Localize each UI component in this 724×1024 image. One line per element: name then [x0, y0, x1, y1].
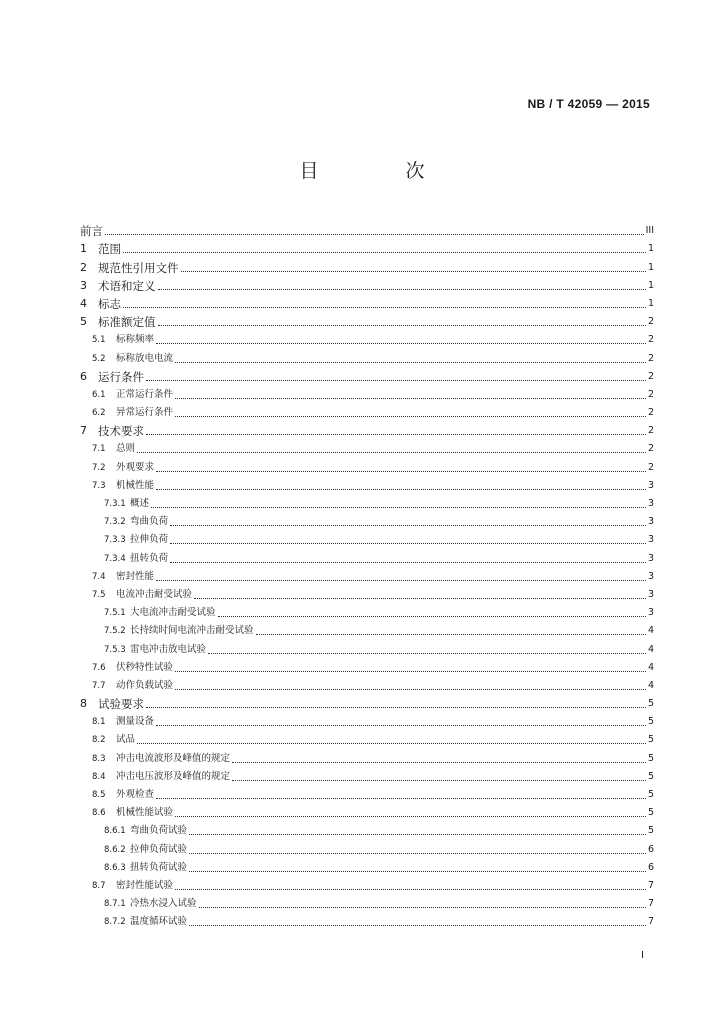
- toc-entry-label: 密封性能: [116, 570, 155, 582]
- toc-entry-label: 标称频率: [116, 334, 155, 346]
- toc-entry-label: 冲击电压波形及峰值的规定: [116, 770, 231, 782]
- toc-entry-number: 5.1: [92, 335, 106, 346]
- toc-entry-page: 3: [647, 479, 654, 491]
- toc-entry-number: 7.5.2: [104, 626, 126, 637]
- dot-leader: [146, 380, 646, 381]
- toc-entry[interactable]: [80, 911, 654, 929]
- toc-entry-number: 7.3.2: [104, 517, 126, 528]
- toc-entry[interactable]: [80, 493, 654, 511]
- toc-entry[interactable]: [80, 784, 654, 802]
- toc-entry-page: 7: [647, 879, 654, 891]
- toc-entry-page: 2: [647, 370, 654, 382]
- dot-leader: [175, 889, 646, 890]
- toc-entry[interactable]: [80, 638, 654, 656]
- dot-leader: [175, 416, 646, 417]
- toc-entry-page: 5: [647, 807, 654, 819]
- toc-entry-number: 7.3: [92, 480, 106, 491]
- toc-entry-page: 6: [647, 861, 654, 873]
- toc-entry-number: 8.7.1: [104, 899, 126, 910]
- dot-leader: [175, 671, 646, 672]
- toc-entry-page: 2: [647, 316, 654, 328]
- toc-entry-label: 技术要求: [98, 424, 144, 439]
- toc-entry-page: 1: [647, 279, 654, 291]
- toc-entry-label: 总则: [116, 443, 136, 455]
- toc-entry[interactable]: [80, 766, 654, 784]
- toc-entry[interactable]: [80, 875, 654, 893]
- toc-entry-page: 2: [647, 334, 654, 346]
- toc-entry[interactable]: [80, 529, 654, 547]
- toc-entry[interactable]: [80, 220, 654, 238]
- toc-entry-page: 2: [647, 461, 654, 473]
- toc-entry-page: 4: [647, 661, 654, 673]
- toc-entry[interactable]: [80, 293, 654, 311]
- toc-entry[interactable]: [80, 420, 654, 438]
- toc-entry-label: 异常运行条件: [116, 407, 174, 419]
- dot-leader: [189, 853, 646, 854]
- dot-leader: [151, 507, 646, 508]
- dot-leader: [158, 289, 646, 290]
- dot-leader: [156, 471, 646, 472]
- toc-entry-number: 6.1: [92, 389, 106, 400]
- toc-entry-number: 1: [80, 242, 87, 256]
- dot-leader: [170, 525, 646, 526]
- toc-entry[interactable]: [80, 820, 654, 838]
- dot-leader: [175, 362, 646, 363]
- dot-leader: [137, 743, 646, 744]
- toc-entry-label: 伏秒特性试验: [116, 661, 174, 673]
- toc-entry[interactable]: [80, 584, 654, 602]
- toc-entry-label: 运行条件: [98, 369, 144, 384]
- toc-entry-number: 8.4: [92, 771, 106, 782]
- toc-entry-label: 密封性能试验: [116, 879, 174, 891]
- dot-leader: [105, 234, 644, 235]
- toc-entry-page: 3: [647, 498, 654, 509]
- dot-leader: [199, 907, 646, 908]
- toc-entry-number: 5.2: [92, 353, 106, 364]
- toc-entry-label: 正常运行条件: [116, 388, 174, 400]
- toc-entry-label: 外观检查: [116, 789, 155, 800]
- toc-entry-number: 3: [80, 278, 87, 292]
- dot-leader: [175, 398, 646, 399]
- toc-entry-page: 5: [647, 770, 654, 782]
- dot-leader: [189, 834, 646, 835]
- toc-entry-page: 3: [647, 516, 654, 528]
- toc-entry-number: 8.7: [92, 880, 106, 891]
- toc-entry-number: 8.6.1: [104, 826, 126, 837]
- toc-entry-label: 弯曲负荷: [130, 516, 169, 528]
- toc-entry-label: 标志: [98, 296, 121, 311]
- toc-entry-number: 6: [80, 369, 87, 383]
- toc-entry[interactable]: [80, 456, 654, 474]
- toc-entry[interactable]: [80, 711, 654, 729]
- dot-leader: [256, 634, 646, 635]
- toc-entry-number: 8: [80, 697, 87, 711]
- toc-entry[interactable]: [80, 275, 654, 293]
- toc-entry[interactable]: [80, 566, 654, 584]
- toc-entry-number: 8.6.3: [104, 862, 126, 873]
- toc-entry-page: III: [645, 225, 654, 237]
- toc-entry-number: 7: [80, 424, 87, 438]
- dot-leader: [170, 543, 646, 544]
- toc-entry-label: 雷电冲击放电试验: [130, 643, 207, 655]
- toc-entry-label: 术语和定义: [98, 278, 156, 293]
- dot-leader: [146, 434, 646, 435]
- toc-entry[interactable]: [80, 238, 654, 256]
- toc-entry-number: 7.2: [92, 462, 106, 473]
- toc-entry-page: 3: [647, 534, 654, 546]
- toc-entry[interactable]: [80, 511, 654, 529]
- toc-entry[interactable]: [80, 384, 654, 402]
- toc-entry-page: 5: [647, 825, 654, 837]
- toc-entry-page: 2: [647, 443, 654, 455]
- toc-entry[interactable]: [80, 438, 654, 456]
- toc-entry-label: 冲击电流波形及峰值的规定: [116, 752, 231, 764]
- toc-entry-number: 7.5.1: [104, 608, 126, 619]
- dot-leader: [208, 653, 646, 654]
- toc-entry-label: 机械性能试验: [116, 807, 174, 819]
- toc-entry-page: 2: [647, 388, 654, 400]
- toc-entry[interactable]: [80, 729, 654, 747]
- toc-entry-page: 3: [647, 570, 654, 582]
- toc-entry-number: 7.6: [92, 662, 106, 673]
- toc-entry-page: 4: [647, 625, 654, 637]
- toc-entry-label: 前言: [80, 224, 103, 239]
- toc-entry[interactable]: [80, 366, 654, 384]
- dot-leader: [123, 307, 646, 308]
- toc-entry-label: 概述: [130, 498, 150, 509]
- toc-entry-label: 试验要求: [98, 697, 144, 712]
- toc-entry-number: 7.1: [92, 444, 106, 455]
- dot-leader: [175, 816, 646, 817]
- toc-entry-number: 7.3.4: [104, 553, 126, 564]
- toc-entry-page: 3: [647, 607, 654, 619]
- toc-entry-page: 6: [647, 843, 654, 855]
- toc-entry[interactable]: [80, 547, 654, 565]
- toc-entry[interactable]: [80, 602, 654, 620]
- toc-entry[interactable]: [80, 347, 654, 365]
- toc-entry-label: 动作负载试验: [116, 679, 174, 691]
- toc-entry-page: 3: [647, 588, 654, 600]
- toc-entry-page: 5: [647, 789, 654, 800]
- toc-entry-label: 规范性引用文件: [98, 260, 179, 275]
- toc-entry-number: 8.2: [92, 735, 106, 746]
- dot-leader: [158, 325, 646, 326]
- dot-leader: [175, 689, 646, 690]
- toc-entry-number: 5: [80, 315, 87, 329]
- toc-entry[interactable]: [80, 620, 654, 638]
- toc-entry[interactable]: [80, 802, 654, 820]
- dot-leader: [194, 598, 646, 599]
- toc-entry-number: 7.4: [92, 571, 106, 582]
- toc-entry-number: 2: [80, 260, 87, 274]
- standard-code: NB / T 42059 — 2015: [527, 97, 650, 111]
- dot-leader: [156, 343, 646, 344]
- toc-entry[interactable]: [80, 402, 654, 420]
- toc-entry-number: 8.6: [92, 808, 106, 819]
- toc-entry-number: 6.2: [92, 408, 106, 419]
- dot-leader: [170, 562, 646, 563]
- toc-entry[interactable]: [80, 311, 654, 329]
- toc-entry[interactable]: [80, 675, 654, 693]
- toc-entry[interactable]: [80, 657, 654, 675]
- toc-entry-page: 3: [647, 552, 654, 564]
- toc-entry-page: 7: [647, 916, 654, 928]
- toc-entry[interactable]: [80, 747, 654, 765]
- toc-entry-label: 电流冲击耐受试验: [116, 588, 193, 600]
- dot-leader: [156, 798, 646, 799]
- toc-entry-page: 5: [647, 698, 654, 710]
- dot-leader: [232, 762, 646, 763]
- toc-entry-page: 2: [647, 425, 654, 437]
- toc-entry-label: 扭转负荷试验: [130, 861, 188, 873]
- dot-leader: [181, 271, 646, 272]
- page-number: I: [641, 950, 644, 961]
- toc-list: [80, 220, 654, 929]
- toc-entry-number: 8.6.2: [104, 844, 126, 855]
- toc-entry-label: 外观要求: [116, 461, 155, 473]
- toc-entry-page: 1: [647, 297, 654, 309]
- toc-entry-label: 试品: [116, 734, 136, 746]
- dot-leader: [232, 780, 646, 781]
- toc-entry-number: 8.5: [92, 790, 106, 800]
- dot-leader: [218, 616, 646, 617]
- toc-entry-number: 7.3.3: [104, 535, 126, 546]
- toc-entry[interactable]: [80, 693, 654, 711]
- toc-entry-number: 7.5.3: [104, 644, 126, 655]
- dot-leader: [156, 489, 646, 490]
- toc-entry-page: 1: [647, 243, 654, 255]
- toc-entry-label: 温度循环试验: [130, 916, 188, 928]
- toc-entry-number: 4: [80, 296, 87, 310]
- toc-entry-number: 8.3: [92, 753, 106, 764]
- dot-leader: [137, 452, 646, 453]
- toc-entry-label: 弯曲负荷试验: [130, 825, 188, 837]
- toc-entry-number: 7.3.1: [104, 499, 126, 509]
- toc-entry[interactable]: [80, 329, 654, 347]
- toc-entry-label: 机械性能: [116, 479, 155, 491]
- toc-entry[interactable]: [80, 475, 654, 493]
- dot-leader: [189, 871, 646, 872]
- toc-entry[interactable]: [80, 838, 654, 856]
- toc-entry[interactable]: [80, 857, 654, 875]
- dot-leader: [156, 580, 646, 581]
- toc-entry-page: 4: [647, 643, 654, 655]
- toc-entry-number: 8.1: [92, 717, 106, 728]
- toc-entry-label: 大电流冲击耐受试验: [130, 607, 216, 619]
- toc-entry-label: 测量设备: [116, 716, 155, 728]
- dot-leader: [156, 725, 646, 726]
- toc-entry-page: 5: [647, 752, 654, 764]
- toc-entry-page: 5: [647, 734, 654, 746]
- toc-entry-label: 拉伸负荷: [130, 534, 169, 546]
- dot-leader: [146, 707, 646, 708]
- toc-entry[interactable]: [80, 256, 654, 274]
- dot-leader: [189, 925, 646, 926]
- toc-entry-label: 长持续时间电流冲击耐受试验: [130, 625, 254, 637]
- toc-entry-number: 8.7.2: [104, 917, 126, 928]
- toc-entry-page: 4: [647, 679, 654, 691]
- toc-entry-label: 扭转负荷: [130, 552, 169, 564]
- toc-entry-label: 标称放电电流: [116, 352, 174, 364]
- toc-title: 目 次: [299, 160, 459, 182]
- dot-leader: [123, 252, 646, 253]
- toc-entry-page: 7: [647, 898, 654, 910]
- toc-entry-label: 标准额定值: [98, 315, 156, 330]
- toc-entry-number: 7.5: [92, 589, 106, 600]
- toc-entry-label: 拉伸负荷试验: [130, 843, 188, 855]
- toc-entry-page: 2: [647, 407, 654, 419]
- toc-entry[interactable]: [80, 893, 654, 911]
- toc-entry-number: 7.7: [92, 680, 106, 691]
- toc-entry-label: 范围: [98, 242, 121, 257]
- toc-entry-label: 冷热水浸入试验: [130, 898, 197, 910]
- toc-entry-page: 1: [647, 261, 654, 273]
- toc-entry-page: 2: [647, 352, 654, 364]
- toc-entry-page: 5: [647, 716, 654, 728]
